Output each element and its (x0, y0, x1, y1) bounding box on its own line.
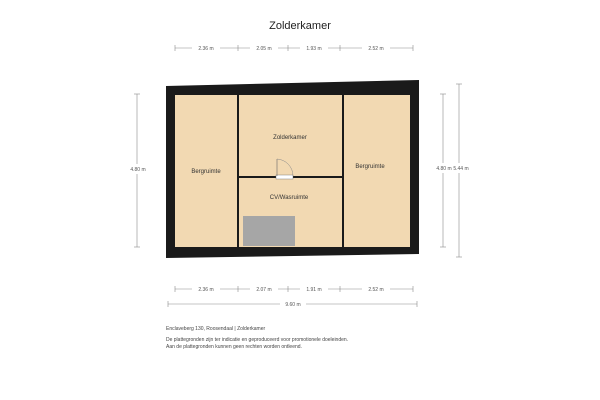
room-label-bergruimte-left: Bergruimte (191, 169, 221, 175)
top-dim-4: 2.52 m (368, 46, 384, 52)
footer-disclaimer-2: Aan de plattegronden kunnen geen rechten worden ontleend. (166, 344, 302, 350)
bottom-dim-3: 1.91 m (306, 287, 322, 293)
right-dim-outer: 5.44 m (453, 166, 469, 172)
room-label-zolderkamer: Zolderkamer (273, 135, 307, 141)
room-bergruimte-right (344, 95, 410, 247)
top-dim-3: 1.93 m (306, 46, 322, 52)
bottom-dim-1: 2.36 m (198, 287, 214, 293)
cv-unit (243, 216, 295, 246)
bottom-dim-4: 2.52 m (368, 287, 384, 293)
top-dim-1: 2.36 m (198, 46, 214, 52)
right-dim-inner: 4.80 m (436, 166, 452, 172)
room-label-cv-wasruimte: CV/Wasruimte (269, 195, 309, 201)
footer-notes (166, 326, 348, 351)
footer-address: Enclaveberg 130, Roosendaal | Zolderkamer (166, 326, 266, 332)
bottom-dim-2: 2.07 m (256, 287, 272, 293)
top-dim-2: 2.05 m (256, 46, 272, 52)
left-dim: 4.80 m (130, 167, 146, 173)
floorplan-title: Zolderkamer (269, 20, 331, 32)
total-dim: 9.60 m (285, 302, 301, 308)
footer-disclaimer-1: De plattegronden zijn ter indicatie en geproduceerd voor promotionele doeleinden. (166, 337, 349, 343)
room-label-bergruimte-right: Bergruimte (355, 164, 385, 170)
